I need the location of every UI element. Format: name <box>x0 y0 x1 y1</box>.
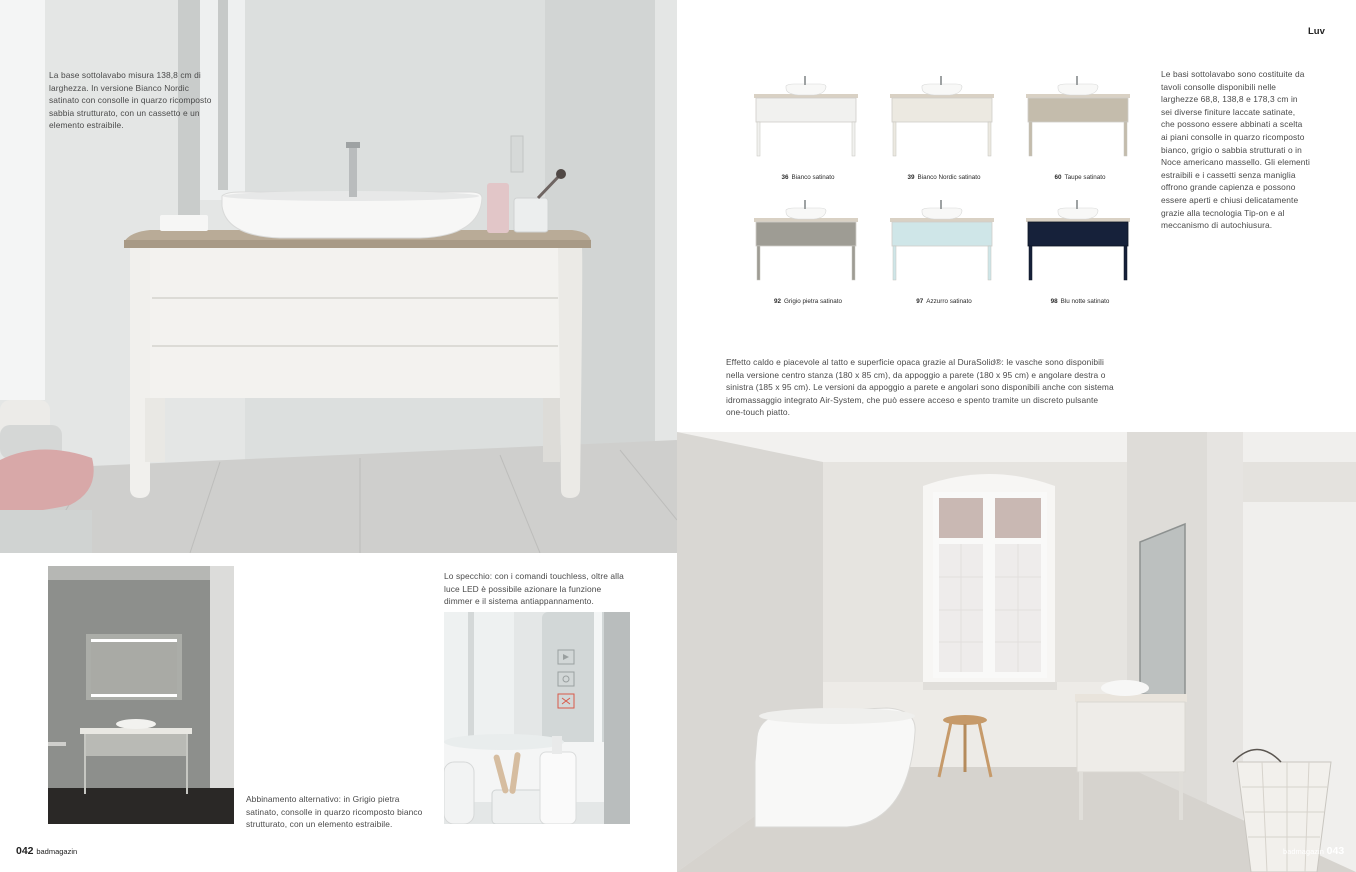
magazine-name-right: badmagazin <box>1283 847 1324 856</box>
finish-name: Bianco Nordic satinato <box>917 174 981 181</box>
finish-name: Taupe satinato <box>1064 174 1106 181</box>
finish-code: 39 <box>907 174 915 181</box>
photo-mirror-detail <box>444 612 630 824</box>
alt-caption: Abbinamento alternativo: in Grigio pietra satinato, consolle in quarzo ricomposto bianco strutturato, con un elemento estraibile. <box>246 794 423 830</box>
page-number-left: 042 <box>16 845 34 857</box>
finish-code: 36 <box>781 174 789 181</box>
finish-code: 92 <box>773 298 781 305</box>
finish-label <box>740 174 876 181</box>
finish-name: Blu notte satinato <box>1060 298 1110 305</box>
finish-variant-60 <box>1012 70 1148 186</box>
photo-vanity-grigio <box>48 566 234 824</box>
finish-label <box>1012 298 1148 305</box>
finish-variant-98 <box>1012 194 1148 310</box>
finish-variant-97 <box>876 194 1012 310</box>
bathtub-text: Effetto caldo e piacevole al tatto e superficie opaca grazie al DuraSolid®: le vasche sono disponibili nella versione centro stanza (180 x 85 cm), da appoggio a parete (180 x 95 cm) e angolare destra o sinistra (185 x 95 cm). Le versioni da appoggio a parete e angolari sono disponibili anche con sistema idromassaggio integrato Air-System, che può essere acceso e spento tramite un discreto pulsante one-touch piatto. <box>726 357 1114 418</box>
finish-code: 97 <box>916 298 924 305</box>
vanity-thumbnail <box>1012 194 1148 294</box>
finish-label <box>1012 174 1148 181</box>
mirror-detail-illustration <box>444 612 630 824</box>
vanity-thumbnail <box>876 194 1012 294</box>
vanity-thumbnail <box>740 70 876 170</box>
intro-text: Le basi sottolavabo sono costituite da tavoli consolle disponibili nelle larghezze 68,8, 138,8 e 178,3 cm in sei diverse finiture laccate satinate, che possono essere abbinati a scelta ai piani consolle in quarzo ricomposto bianco, grigio o sabbia strutturati o in Noce americano massello. Gli elementi estraibili e i cassetti senza maniglia offrono grande capienza e possono essere aperti e chiusi delicatamente grazie alla tecnologia Tip-on e al meccanismo di autochiusura. <box>1161 69 1310 231</box>
vanity-grey-illustration <box>48 566 234 824</box>
folio-right <box>1283 845 1344 857</box>
vanity-thumbnail <box>876 70 1012 170</box>
finish-variant-92 <box>740 194 876 310</box>
finish-label <box>876 174 1012 181</box>
finish-label <box>876 298 1012 305</box>
magazine-name-left: badmagazin <box>36 847 78 856</box>
finish-name: Bianco satinato <box>791 174 835 181</box>
finish-variant-39 <box>876 70 1012 186</box>
vanity-thumbnail <box>740 194 876 294</box>
section-title: Luv <box>1308 26 1325 37</box>
finish-name: Grigio pietra satinato <box>783 298 843 305</box>
folio-left <box>16 845 77 857</box>
bathroom-illustration <box>677 432 1356 872</box>
finish-code: 98 <box>1050 298 1058 305</box>
vanity-thumbnail <box>1012 70 1148 170</box>
finish-label <box>740 298 876 305</box>
finish-code: 60 <box>1054 174 1062 181</box>
page-number-right: 043 <box>1326 845 1345 857</box>
hero-photo-bathroom <box>677 432 1356 872</box>
finish-name: Azzurro satinato <box>926 298 972 305</box>
hero-caption: La base sottolavabo misura 138,8 cm di larghezza. In versione Bianco Nordic satinato con consolle in quarzo ricomposto sabbia strutturato, con un cassetto e un elemento estraibile. <box>49 70 212 131</box>
mirror-caption: Lo specchio: con i comandi touchless, oltre alla luce LED è possibile azionare la funzione dimmer e il sistema antiappannamento. <box>444 571 624 607</box>
finish-variant-36 <box>740 70 876 186</box>
